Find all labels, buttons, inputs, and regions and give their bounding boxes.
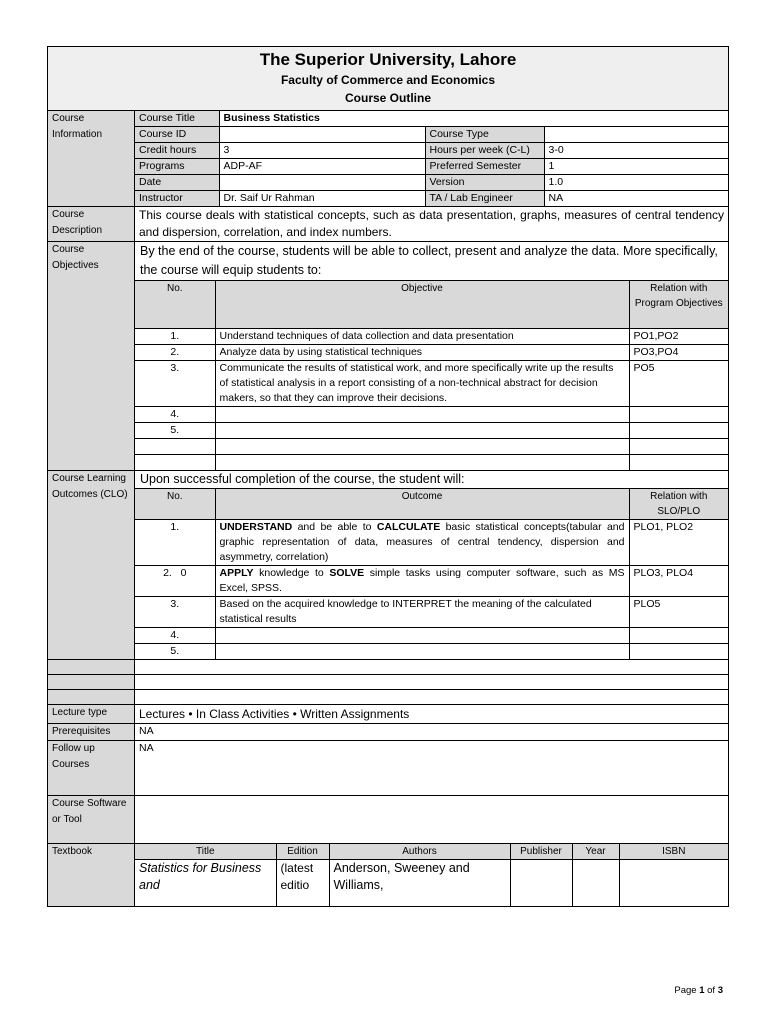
objective-text: Communicate the results of statistical work, and more specifically write up the results of statistical analysis in a report consisting of a non-technical abstract for decision makers, so that they can improve their decisions. xyxy=(215,361,629,407)
clo-relation: PLO1, PLO2 xyxy=(629,520,728,566)
table-row xyxy=(135,361,728,407)
credit-hours-label: Credit hours xyxy=(135,143,219,159)
objective-text: Analyze data by using statistical techniques xyxy=(215,345,629,361)
textbook-isbn xyxy=(619,860,728,906)
table-row xyxy=(135,345,728,361)
prerequisites-value: NA xyxy=(135,724,729,741)
clo-relation xyxy=(629,628,728,644)
course-objectives-label: Course Objectives xyxy=(48,242,135,471)
textbook-table xyxy=(135,844,728,906)
table-row xyxy=(135,407,728,423)
clo-no: 5. xyxy=(135,644,215,660)
clo-outcome xyxy=(215,597,629,628)
objective-no: 1. xyxy=(135,329,215,345)
table-row xyxy=(135,644,728,660)
hours-per-week-label: Hours per week (C-L) xyxy=(425,143,544,159)
table-row xyxy=(135,860,728,906)
blank-cell xyxy=(135,660,729,675)
course-outline-page xyxy=(47,46,728,907)
course-outline-table xyxy=(47,46,729,907)
textbook-authors: Anderson, Sweeney and Williams, xyxy=(329,860,510,906)
table-row xyxy=(135,566,728,597)
instructor-label: Instructor xyxy=(135,191,219,207)
hours-per-week-value: 3-0 xyxy=(544,143,728,159)
clo-relation: PLO3, PLO4 xyxy=(629,566,728,597)
clo-text: knowledge to xyxy=(253,567,330,579)
textbook-col-authors: Authors xyxy=(329,844,510,860)
date-value xyxy=(219,175,425,191)
course-objectives-cell xyxy=(135,242,729,471)
table-row xyxy=(135,329,728,345)
table-row xyxy=(135,423,728,439)
textbook-title: Statistics for Business and xyxy=(135,860,276,906)
document-title: Course Outline xyxy=(345,91,432,105)
objective-text: Understand techniques of data collection and data presentation xyxy=(215,329,629,345)
objective-no: 4. xyxy=(135,407,215,423)
table-row xyxy=(135,455,728,471)
date-label: Date xyxy=(135,175,219,191)
ta-label: TA / Lab Engineer xyxy=(425,191,544,207)
clo-table xyxy=(135,488,728,659)
follow-up-label: Follow up Courses xyxy=(48,741,135,796)
objective-relation: PO1,PO2 xyxy=(629,329,728,345)
objective-no: 2. xyxy=(135,345,215,361)
blank-cell xyxy=(135,690,729,705)
credit-hours-value: 3 xyxy=(219,143,425,159)
objectives-col-relation: Relation with Program Objectives xyxy=(629,281,728,329)
table-row xyxy=(135,520,728,566)
clo-text: and be able to xyxy=(292,521,377,533)
clo-no: 1. xyxy=(135,520,215,566)
table-row xyxy=(135,597,728,628)
programs-value: ADP-AF xyxy=(219,159,425,175)
objectives-col-objective: Objective xyxy=(215,281,629,329)
clo-cell xyxy=(135,471,729,660)
textbook-year xyxy=(572,860,619,906)
clo-no: 2. 0 xyxy=(135,566,215,597)
clo-keyword: SOLVE xyxy=(329,567,365,579)
course-type-value xyxy=(544,127,728,143)
textbook-cell xyxy=(135,844,729,907)
course-id-label: Course ID xyxy=(135,127,219,143)
textbook-publisher xyxy=(510,860,572,906)
clo-col-outcome: Outcome xyxy=(215,489,629,520)
clo-keyword: CALCULATE xyxy=(376,521,441,533)
clo-keyword: UNDERSTAND xyxy=(219,521,293,533)
objectives-table xyxy=(135,280,728,470)
objective-no: 5. xyxy=(135,423,215,439)
blank-label-cell xyxy=(48,660,135,675)
clo-relation: PLO5 xyxy=(629,597,728,628)
lecture-type-label: Lecture type xyxy=(48,705,135,724)
course-description-text: This course deals with statistical concepts, such as data presentation, graphs, measures of central tendency and dispersion, correlation, and index numbers. xyxy=(135,207,729,242)
clo-outcome xyxy=(215,520,629,566)
objective-relation: PO3,PO4 xyxy=(629,345,728,361)
blank-cell xyxy=(135,675,729,690)
objective-relation: PO5 xyxy=(629,361,728,407)
objective-no: 3. xyxy=(135,361,215,407)
clo-intro: Upon successful completion of the course, the student will: xyxy=(140,472,465,486)
clo-outcome xyxy=(215,644,629,660)
faculty-name: Faculty of Commerce and Economics xyxy=(280,73,496,87)
course-type-label: Course Type xyxy=(425,127,544,143)
textbook-col-isbn: ISBN xyxy=(619,844,728,860)
course-software-label: Course Software or Tool xyxy=(48,796,135,844)
clo-label: Course Learning Outcomes (CLO) xyxy=(48,471,135,660)
blank-label-cell xyxy=(48,675,135,690)
textbook-edition: (latest editio xyxy=(276,860,329,906)
course-id-value xyxy=(219,127,425,143)
course-information-table xyxy=(135,111,728,206)
course-information-cell xyxy=(135,111,729,207)
table-row xyxy=(135,628,728,644)
prerequisites-label: Prerequisites xyxy=(48,724,135,741)
course-description-label: Course Description xyxy=(48,207,135,242)
clo-relation xyxy=(629,644,728,660)
clo-text: Based on the acquired knowledge to INTERPRET the meaning of the calculated statistical results xyxy=(219,598,592,625)
objectives-intro: By the end of the course, students will be able to collect, present and analyze the data. More specifically, the course will equip students to: xyxy=(140,244,718,277)
programs-label: Programs xyxy=(135,159,219,175)
preferred-semester-label: Preferred Semester xyxy=(425,159,544,175)
clo-outcome xyxy=(215,566,629,597)
university-name: The Superior University, Lahore xyxy=(259,50,517,69)
ta-value: NA xyxy=(544,191,728,207)
version-value: 1.0 xyxy=(544,175,728,191)
clo-col-relation: Relation with SLO/PLO xyxy=(629,489,728,520)
clo-text: basic statistical concepts(tabular and graphic representation of data, measures of central tendency, dispersion and asymmetry, correlation) xyxy=(219,521,625,563)
clo-no: 4. xyxy=(135,628,215,644)
objective-text xyxy=(215,423,629,439)
course-title-label: Course Title xyxy=(135,111,219,127)
objective-relation xyxy=(629,407,728,423)
textbook-col-edition: Edition xyxy=(276,844,329,860)
textbook-label: Textbook xyxy=(48,844,135,907)
objective-relation xyxy=(629,423,728,439)
objectives-col-no: No. xyxy=(135,281,215,329)
clo-col-no: No. xyxy=(135,489,215,520)
document-header xyxy=(48,47,729,111)
table-row xyxy=(135,439,728,455)
course-software-value xyxy=(135,796,729,844)
clo-text: simple tasks using computer software, such as MS Excel, SPSS. xyxy=(219,567,625,594)
lecture-type-value: Lectures • In Class Activities • Written Assignments xyxy=(135,705,729,724)
textbook-col-publisher: Publisher xyxy=(510,844,572,860)
clo-no: 3. xyxy=(135,597,215,628)
preferred-semester-value: 1 xyxy=(544,159,728,175)
version-label: Version xyxy=(425,175,544,191)
course-information-label: Course Information xyxy=(48,111,135,207)
clo-keyword: APPLY xyxy=(219,567,254,579)
textbook-col-year: Year xyxy=(572,844,619,860)
course-title-value: Business Statistics xyxy=(219,111,728,127)
objective-text xyxy=(215,407,629,423)
textbook-col-title: Title xyxy=(135,844,276,860)
page-number: Page 1 of 3 xyxy=(674,985,723,996)
instructor-value: Dr. Saif Ur Rahman xyxy=(219,191,425,207)
clo-outcome xyxy=(215,628,629,644)
follow-up-value: NA xyxy=(135,741,729,796)
blank-label-cell xyxy=(48,690,135,705)
